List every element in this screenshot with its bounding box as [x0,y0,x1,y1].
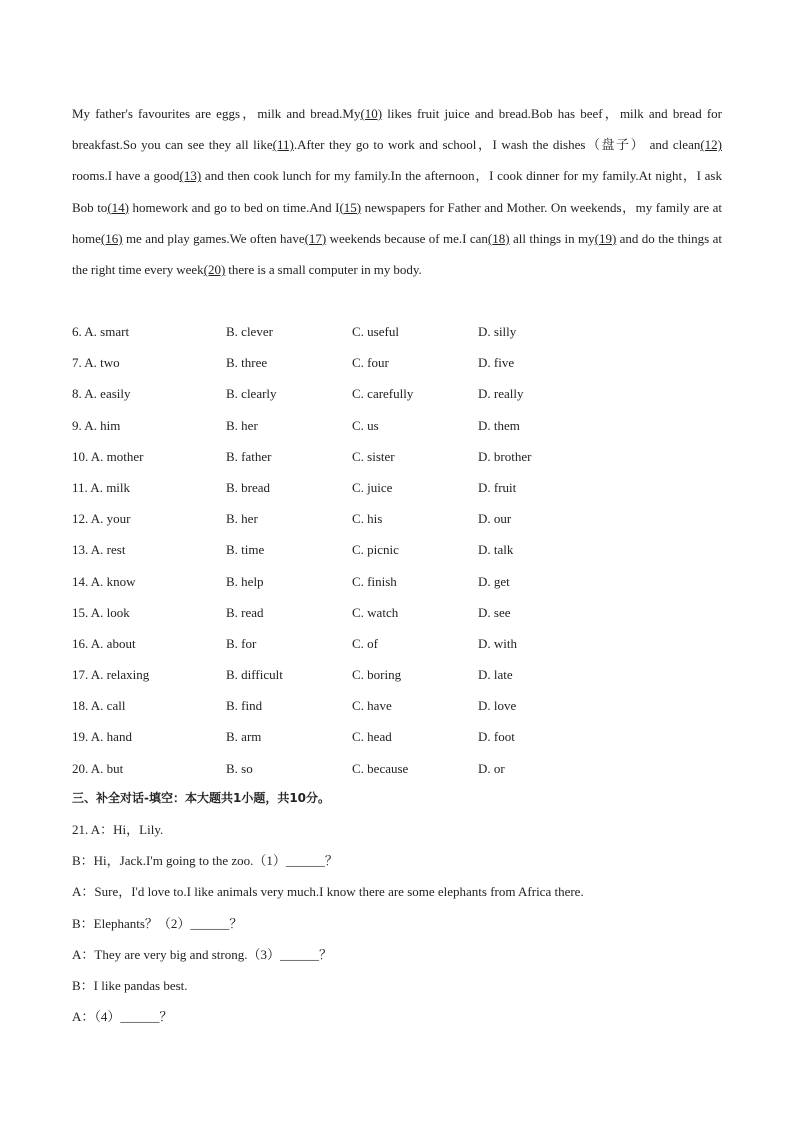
question-row [72,690,722,721]
question-option: C. picnic [352,542,399,558]
question-row [72,721,722,752]
question-option: B. father [226,448,272,464]
question-option-a: 18. A. call [72,698,126,714]
blank-number: (13) [179,168,202,184]
question-option: D. or [478,760,505,776]
question-option: B. find [226,698,263,714]
question-option-a: 14. A. know [72,573,136,589]
question-row [72,316,722,347]
question-row [72,347,722,378]
question-option: B. her [226,511,258,527]
question-option-a: 6. A. smart [72,324,130,339]
passage-text: and do the things at the right time every week [72,230,722,278]
dialog-line: B：Hi，Jack.I'm going to the zoo.（1）______？ [72,853,338,869]
passage-text: likes fruit juice and bread.Bob has beef，milk and bread for breakfast.So you can see they all like [72,106,722,153]
dialog-line: A：Sure，I'd love to.I like animals very much.I know there are some elephants from Africa there. [72,884,584,900]
question-option-a: 19. A. hand [72,729,132,745]
question-option: D. fruit [478,479,517,495]
question-option: C. four [352,355,389,371]
question-option: C. boring [352,667,402,683]
dialog-line: 21. A：Hi，Lily. [72,822,164,837]
question-option: D. brother [478,448,532,464]
question-option: D. get [478,573,510,589]
question-option: D. talk [478,542,514,558]
dialog-line: B：Elephants？（2）______？ [72,915,243,931]
dialog-line: A：They are very big and strong.（3）______？ [72,946,332,962]
question-option: C. his [352,511,383,527]
question-option: D. with [478,635,517,651]
passage-text: rooms.I have a good [72,168,180,184]
question-option: B. for [226,635,257,651]
question-option: B. help [226,573,264,589]
question-row [72,503,722,534]
blank-number: (18) [487,230,510,246]
question-option: D. five [478,355,515,371]
blank-number: (19) [594,230,617,246]
dialog-block [72,814,722,1032]
passage-text: weekends because of me.I can [326,230,488,246]
question-option: D. them [478,417,520,433]
question-option-a: 8. A. easily [72,386,131,402]
question-option: B. so [226,760,253,776]
question-row [72,410,722,441]
question-list [72,316,722,784]
question-option: C. juice [352,479,393,495]
question-option: C. of [352,635,378,651]
question-option-a: 10. A. mother [72,448,144,464]
question-option-a: 17. A. relaxing [72,667,150,683]
question-row [72,628,722,659]
question-option: D. really [478,386,524,402]
question-option: C. watch [352,604,399,620]
blank-number: (17) [304,230,327,246]
question-row [72,472,722,503]
dialog-line: A：（4）______？ [72,1009,173,1025]
question-option: B. clearly [226,386,277,402]
passage-text: there is a small computer in my body. [225,262,422,278]
question-row [72,566,722,597]
question-option-a: 9. A. him [72,417,121,433]
question-row [72,659,722,690]
question-option: D. late [478,667,513,683]
question-option-a: 20. A. but [72,760,124,776]
blank-number: (15) [339,199,362,215]
question-option: C. head [352,729,392,745]
question-option: C. useful [352,324,399,339]
question-option: D. silly [478,324,517,339]
passage-text: My father's favourites are eggs，milk and bread.My [72,106,361,121]
passage-text: and then cook lunch for my family.In the afternoon，I cook dinner for my family.At night，I ask Bob to [72,168,722,215]
blank-number: (11) [272,137,294,153]
question-row [72,378,722,409]
question-option: C. us [352,417,379,433]
question-option: D. see [478,604,511,620]
question-row [72,441,722,472]
question-option: B. difficult [226,667,283,683]
cloze-passage [72,98,722,285]
question-option: C. carefully [352,386,414,402]
question-option: C. finish [352,573,397,589]
question-option: B. three [226,355,268,371]
passage-text: homework and go to bed on time.And I [128,199,340,215]
question-row [72,534,722,565]
question-option-a: 12. A. your [72,511,131,527]
question-option: C. have [352,698,392,714]
blank-number: (20) [203,262,226,278]
question-option-a: 7. A. two [72,355,120,371]
question-row [72,753,722,784]
passage-text: .After they go to work and school，I wash the dishes（盘子） and clean [293,137,701,153]
blank-number: (12) [700,137,723,153]
question-option-a: 16. A. about [72,635,136,651]
question-row [72,597,722,628]
question-option-a: 11. A. milk [72,479,131,495]
question-option-a: 15. A. look [72,604,130,620]
question-option: D. foot [478,729,515,745]
question-option-a: 13. A. rest [72,542,126,558]
question-option: C. because [352,760,409,776]
passage-text: newspapers for Father and Mother. On weekends，my family are at home [72,199,723,246]
question-option: B. time [226,542,265,558]
blank-number: (14) [107,199,129,215]
passage-text: all things in my [509,230,595,246]
question-option: B. arm [226,729,262,745]
dialog-line: B：I like pandas best. [72,977,188,993]
question-option: B. bread [226,479,271,495]
blank-number: (10) [360,106,383,121]
question-option: B. clever [226,324,273,339]
question-option: D. love [478,698,517,714]
blank-number: (16) [100,230,123,246]
question-option: B. read [226,604,264,620]
section-title: 三、补全对话-填空：本大题共1小题，共10分。 [72,791,331,805]
question-option: B. her [226,417,258,433]
question-option: D. our [478,511,512,527]
passage-text: me and play games.We often have [122,230,305,246]
question-option: C. sister [352,448,395,464]
